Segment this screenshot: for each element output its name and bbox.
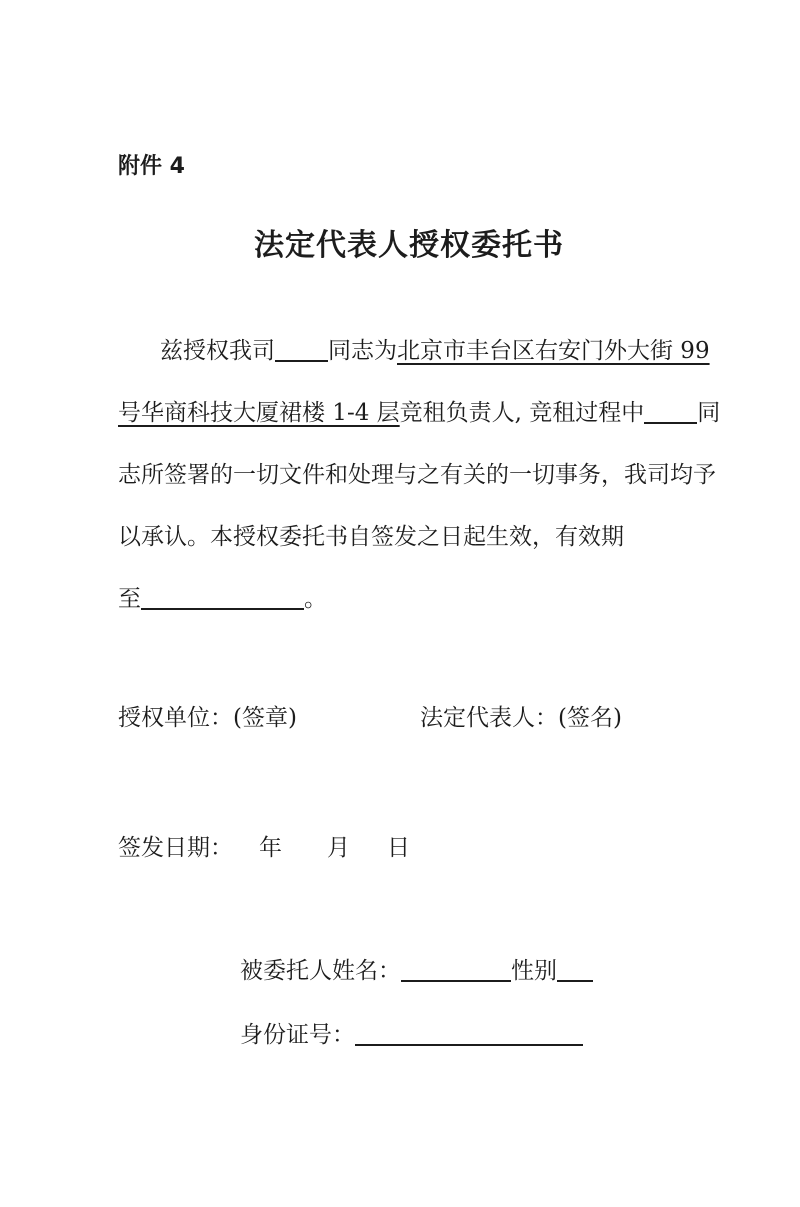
- document-title: 法定代表人授权委托书: [254, 228, 564, 263]
- issue-date-row: [118, 833, 700, 863]
- year-label: 年: [259, 835, 282, 861]
- body-line-1-text-a: 兹授权我司: [160, 338, 275, 364]
- body-line-2-text-b: 同: [697, 400, 721, 426]
- delegate-name-blank-inline: [275, 360, 328, 362]
- body-line-2: [118, 382, 721, 444]
- address-underlined-part-2: 号华商科技大厦裙楼 1-4 层: [118, 400, 400, 426]
- day-label: 日: [387, 835, 410, 861]
- body-line-4: 以承认。本授权委托书自签发之日起生效，有效期: [118, 524, 624, 550]
- validity-date-blank: [141, 608, 304, 610]
- authorizing-unit-label: 授权单位：(签章): [118, 705, 297, 731]
- delegate-name-row: [240, 956, 700, 986]
- signature-row: [118, 703, 700, 733]
- delegate-name-blank-inline-2: [644, 422, 697, 424]
- delegate-id-label: 身份证号：: [240, 1022, 355, 1048]
- attachment-label: 附件 4: [118, 154, 185, 179]
- issue-date-label: 签发日期：: [118, 835, 233, 861]
- month-label: 月: [327, 835, 350, 861]
- body-line-1: [118, 320, 710, 382]
- gender-label: 性别: [511, 958, 557, 984]
- body-line-5-text-b: 。: [304, 586, 327, 612]
- gender-blank: [557, 980, 593, 982]
- body-paragraph: [118, 320, 721, 630]
- delegate-id-row: [240, 1020, 700, 1050]
- delegate-id-blank: [355, 1044, 583, 1046]
- body-line-5-text-a: 至: [118, 586, 141, 612]
- address-underlined-part-1: 北京市丰台区右安门外大街 99: [397, 338, 710, 364]
- delegate-name-label: 被委托人姓名：: [240, 958, 401, 984]
- body-line-3: 志所签署的一切文件和处理与之有关的一切事务，我司均予: [118, 462, 716, 488]
- body-line-2-text-a: 竞租负责人, 竞租过程中: [399, 400, 645, 426]
- body-line-1-text-b: 同志为: [328, 338, 397, 364]
- delegate-name-blank: [401, 980, 511, 982]
- legal-representative-label: 法定代表人：(签名): [420, 705, 622, 731]
- body-line-5: [118, 568, 700, 630]
